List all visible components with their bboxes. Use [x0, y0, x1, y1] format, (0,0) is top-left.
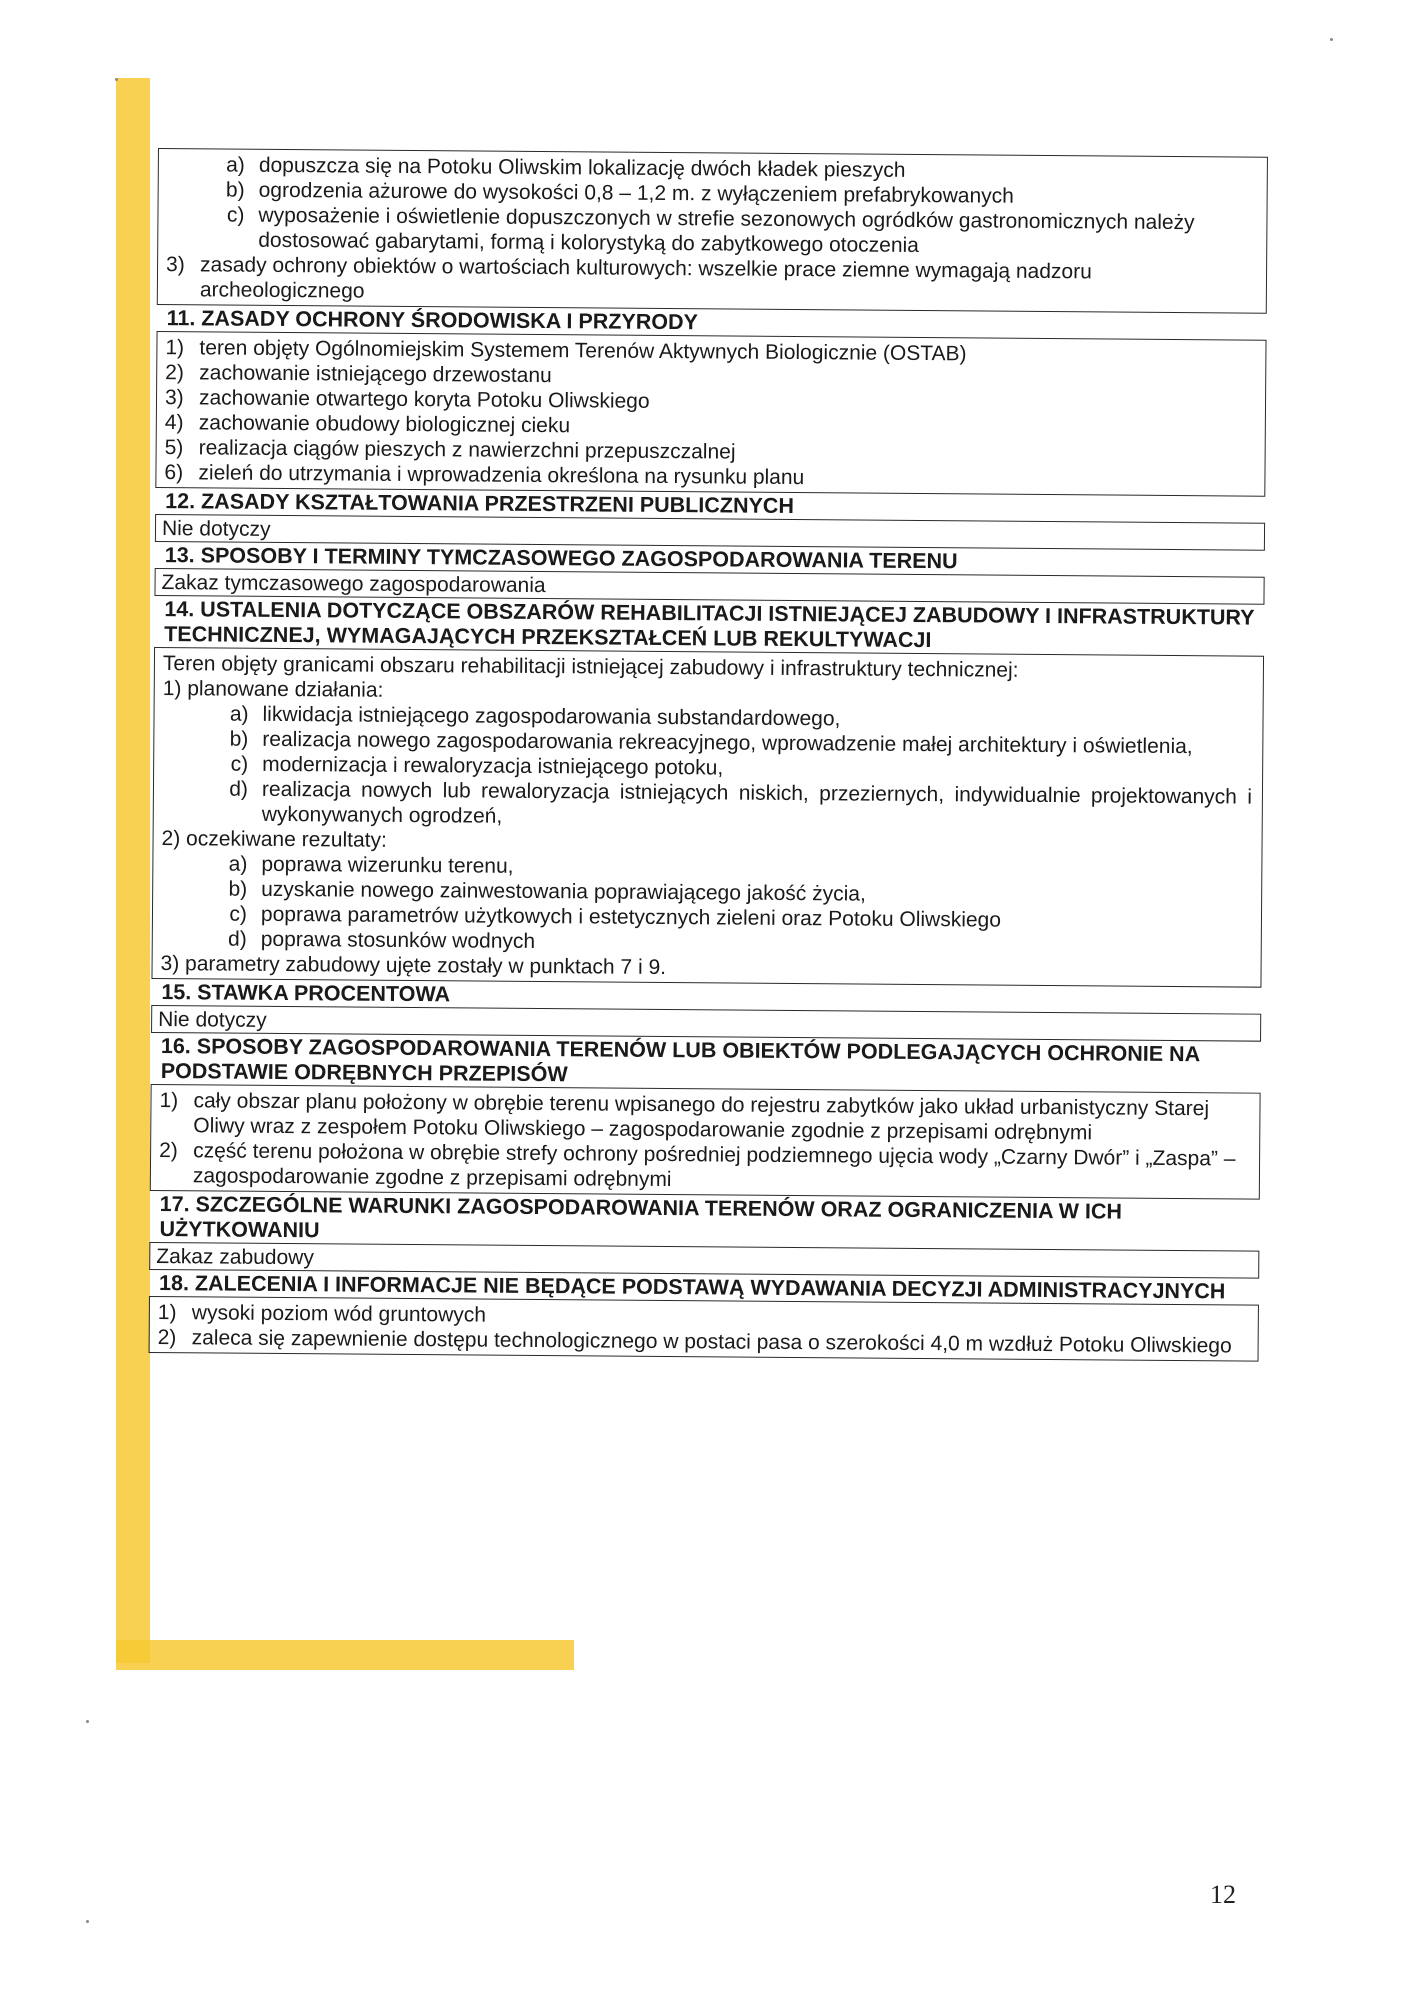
section-14-box	[151, 647, 1264, 988]
list-item: b) realizacja nowego zagospodarowania rekreacyjnego, wprowadzenie małej architektury i oświetlenia,	[229, 727, 1193, 759]
list-item: b) uzyskanie nowego zainwestowania poprawiającego jakość życia,	[228, 877, 866, 906]
page-number: 12	[1210, 1880, 1236, 1909]
scan-speck	[86, 1720, 89, 1723]
list-item: c) poprawa parametrów użytkowych i estetycznych zieleni oraz Potoku Oliwskiego	[229, 902, 1002, 932]
list-item: a) dopuszcza się na Potoku Oliwskim lokalizację dwóch kładek pieszych	[226, 153, 906, 182]
scan-speck	[115, 78, 118, 81]
section-heading: 13. SPOSOBY I TERMINY TYMCZASOWEGO ZAGOSPODAROWANIA TERENU	[164, 543, 958, 574]
list-item: d) realizacja nowych lub rewaloryzacja istniejących niskich, przeziernych, indywidualnie projektowanych i wykonywanych ogrodzeń,	[229, 777, 1253, 828]
section-18-box	[149, 1296, 1259, 1362]
section-text: Nie dotyczy	[161, 517, 271, 541]
list-item: 1) wysoki poziom wód gruntowych	[157, 1301, 487, 1327]
planned-actions-list	[162, 701, 1253, 835]
subsection-label: 2) oczekiwane rezultaty:	[161, 827, 387, 852]
section-heading: 18. ZALECENIA I INFORMACJE NIE BĘDĄCE PODSTAWĄ WYDAWANIA DECYZJI ADMINISTRACYJNYCH	[158, 1271, 1226, 1304]
list-item: a) poprawa wizerunku terenu,	[228, 852, 514, 878]
section-11-box	[155, 331, 1266, 497]
list-item: 1) cały obszar planu położony w obrębie terenu wpisanego do rejestru zabytków jako układ urbanistyczny Starej Oliwy wraz z zespołem Potoku Oliwskiego – zagospodarowanie zgodnie z przepisami odrębnymi	[159, 1089, 1210, 1145]
section-16-box	[150, 1084, 1261, 1200]
section-heading: 16. SPOSOBY ZAGOSPODAROWANIA TERENÓW LUB OBIEKTÓW PODLEGAJĄCYCH OCHRONIE NA PODSTAWIE ODRĘBNYCH PRZEPISÓW	[160, 1034, 1200, 1087]
list-item: 6) zieleń do utrzymania i wprowadzenia określona na rysunku planu	[164, 461, 805, 490]
section-text: Nie dotyczy	[158, 1008, 267, 1032]
list-item: d) poprawa stosunków wodnych	[228, 927, 536, 953]
list-item: 2) zaleca się zapewnienie dostępu technologicznego w postaci pasa o szerokości 4,0 m wzdłuż Potoku Oliwskiego	[157, 1326, 1232, 1358]
scan-speck	[86, 1920, 89, 1923]
section-heading: 12. ZASADY KSZTAŁTOWANIA PRZESTRZENI PUBLICZNYCH	[165, 489, 795, 519]
section-heading: 14. USTALENIA DOTYCZĄCE OBSZARÓW REHABILITACJI ISTNIEJĄCEJ ZABUDOWY I INFRASTRUKTURY TECHNICZNEJ, WYMAGAJĄCYCH PRZEKSZTAŁCEŃ LUB REKULTYWACJI	[164, 597, 1255, 653]
document-body	[149, 148, 1268, 1362]
list-item: 5) realizacja ciągów pieszych z nawierzchni przepuszczalnej	[164, 436, 736, 464]
list-item: a) likwidacja istniejącego zagospodarowania substandardowego,	[229, 702, 841, 731]
list-item: 1) teren objęty Ogólnomiejskim Systemem Terenów Aktywnych Biologicznie (OSTAB)	[165, 336, 967, 366]
list-item: 4) zachowanie obudowy biologicznej cieku	[164, 411, 571, 438]
list-item: 2) zachowanie istniejącego drzewostanu	[165, 361, 552, 388]
list-item: 3) zachowanie otwartego koryta Potoku Oliwskiego	[164, 386, 650, 413]
top-sub-list	[166, 152, 1257, 261]
list-item: 2) część terenu położona w obrębie strefy ochrony pośredniej podziemnego ujęcia wody „Czarny Dwór” i „Zaspa” – zagospodarowanie zgodne z przepisami odrębnymi	[159, 1139, 1236, 1192]
list-item: c) modernizacja i rewaloryzacja istniejącego potoku,	[230, 752, 724, 780]
list-item: c) wyposażenie i oświetlenie dopuszczonych w strefie sezonowych ogródków gastronomicznych należy dostosować gabarytami, formą i kolorystyką do zabytkowego otoczenia	[226, 203, 1195, 257]
expected-results-list	[161, 851, 1252, 960]
section-heading: 15. STAWKA PROCENTOWA	[161, 980, 451, 1007]
section-text: Zakaz zabudowy	[156, 1245, 314, 1270]
section-heading: 17. SZCZEGÓLNE WARUNKI ZAGOSPODAROWANIA TERENÓW ORAZ OGRANICZENIA W ICH UŻYTKOWANIU	[159, 1192, 1123, 1243]
section-10-continuation	[157, 148, 1268, 314]
subsection-label: 1) planowane działania:	[162, 677, 384, 702]
section-text: Zakaz tymczasowego zagospodarowania	[161, 571, 546, 598]
list-item: b) ogrodzenia ażurowe do wysokości 0,8 – 1,2 m. z wyłączeniem prefabrykowanych	[225, 178, 1014, 208]
section-heading: 11. ZASADY OCHRONY ŚRODOWISKA I PRZYRODY	[166, 306, 698, 335]
subsection-label: 3) parametry zabudowy ujęte zostały w punktach 7 i 9.	[160, 952, 667, 980]
highlighter-mark-horizontal	[116, 1640, 574, 1670]
highlighter-mark-vertical	[116, 78, 150, 1663]
section-intro: Teren objęty granicami obszaru rehabilitacji istniejącej zabudowy i infrastruktury technicznej:	[162, 652, 1019, 682]
list-item: 3) zasady ochrony obiektów o wartościach kulturowych: wszelkie prace ziemne wymagają nadzoru archeologicznego	[165, 253, 1092, 303]
scan-speck	[1330, 38, 1333, 41]
